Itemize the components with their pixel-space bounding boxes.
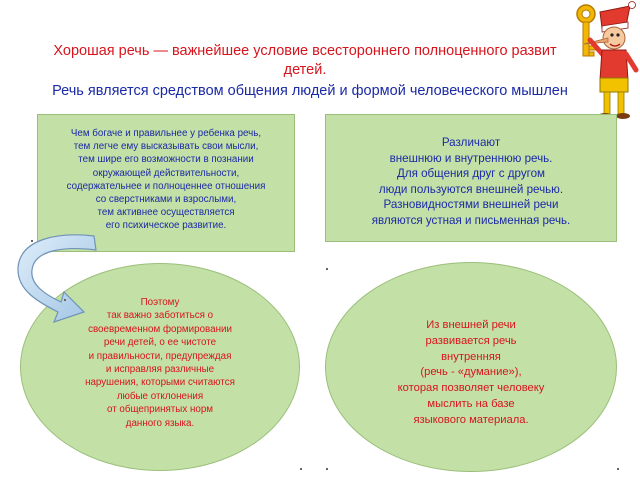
ellipse-left-line: Поэтому	[140, 297, 180, 308]
decorative-dot	[617, 468, 619, 470]
ellipse-right-line: внутренняя	[441, 350, 501, 363]
ellipse-right-line: (речь - «думание»),	[420, 366, 522, 379]
slide-title	[40, 42, 570, 80]
pinocchio-icon	[552, 0, 640, 122]
box-left-line: содержательнее и полноценнее отношения	[66, 180, 266, 192]
box-left-line: тем активнее осуществляется	[97, 207, 235, 219]
ellipse-left-line: и правильности, предупреждая	[88, 350, 232, 362]
decorative-dot	[300, 468, 302, 470]
title-line-2: детей.	[283, 62, 327, 78]
info-box-speech-types	[325, 114, 617, 242]
box-right-line: люди пользуются внешней речью.	[378, 182, 564, 196]
box-left-line: тем легче ему высказывать свои мысли,	[73, 141, 259, 153]
ellipse-left-line: нарушения, которыми считаются	[85, 377, 235, 389]
title-line-1: Хорошая речь — важнейшее условие всестороннего полноценного развит	[53, 43, 557, 59]
decorative-dot	[31, 240, 33, 242]
box-right-line: являются устная и письменная речь.	[371, 213, 571, 227]
decorative-dot	[64, 299, 66, 301]
slide-subtitle: Речь является средством общения людей и формой человеческого мышлен	[52, 83, 568, 99]
ellipse-left-line: от общепринятых норм	[106, 404, 214, 416]
ellipse-left-line: речи детей, о ее чистоте	[103, 337, 217, 349]
ellipse-right-line: Из внешней речи	[426, 319, 516, 331]
ellipse-right-line: мыслить на базе	[427, 397, 515, 410]
ellipse-left-line: и исправляя различные	[105, 364, 215, 376]
decorative-dot	[326, 268, 328, 270]
box-left-line: его психическое развитие.	[105, 220, 227, 232]
golden-key-icon	[577, 5, 596, 56]
curved-arrow-icon	[8, 228, 104, 328]
box-right-line: Разновидностями внешней речи	[383, 198, 559, 212]
ellipse-right-line: языкового материала.	[413, 413, 529, 426]
ellipse-left-line: так важно заботиться о	[106, 310, 214, 322]
box-left-line: окружающей действительности,	[92, 167, 240, 179]
box-left-line: Чем богаче и правильнее у ребенка речь,	[70, 128, 262, 139]
decorative-dot	[326, 468, 328, 470]
ellipse-right-line: которая позволяет человеку	[397, 382, 545, 395]
info-ellipse-inner-speech	[325, 262, 617, 472]
ellipse-left-line: своевременном формировании	[88, 323, 232, 335]
box-right-line: Для общения друг с другом	[396, 167, 546, 181]
box-left-line: тем шире его возможности в познании	[78, 154, 254, 166]
box-right-line: Различают	[441, 136, 501, 149]
ellipse-right-line: развивается речь	[425, 334, 517, 347]
box-right-line: внешнюю и внутреннюю речь.	[389, 151, 553, 165]
ellipse-left-line: данного языка.	[125, 417, 195, 429]
ellipse-left-line: любые отклонения	[116, 390, 204, 402]
box-left-line: со сверстниками и взрослыми,	[95, 194, 237, 206]
